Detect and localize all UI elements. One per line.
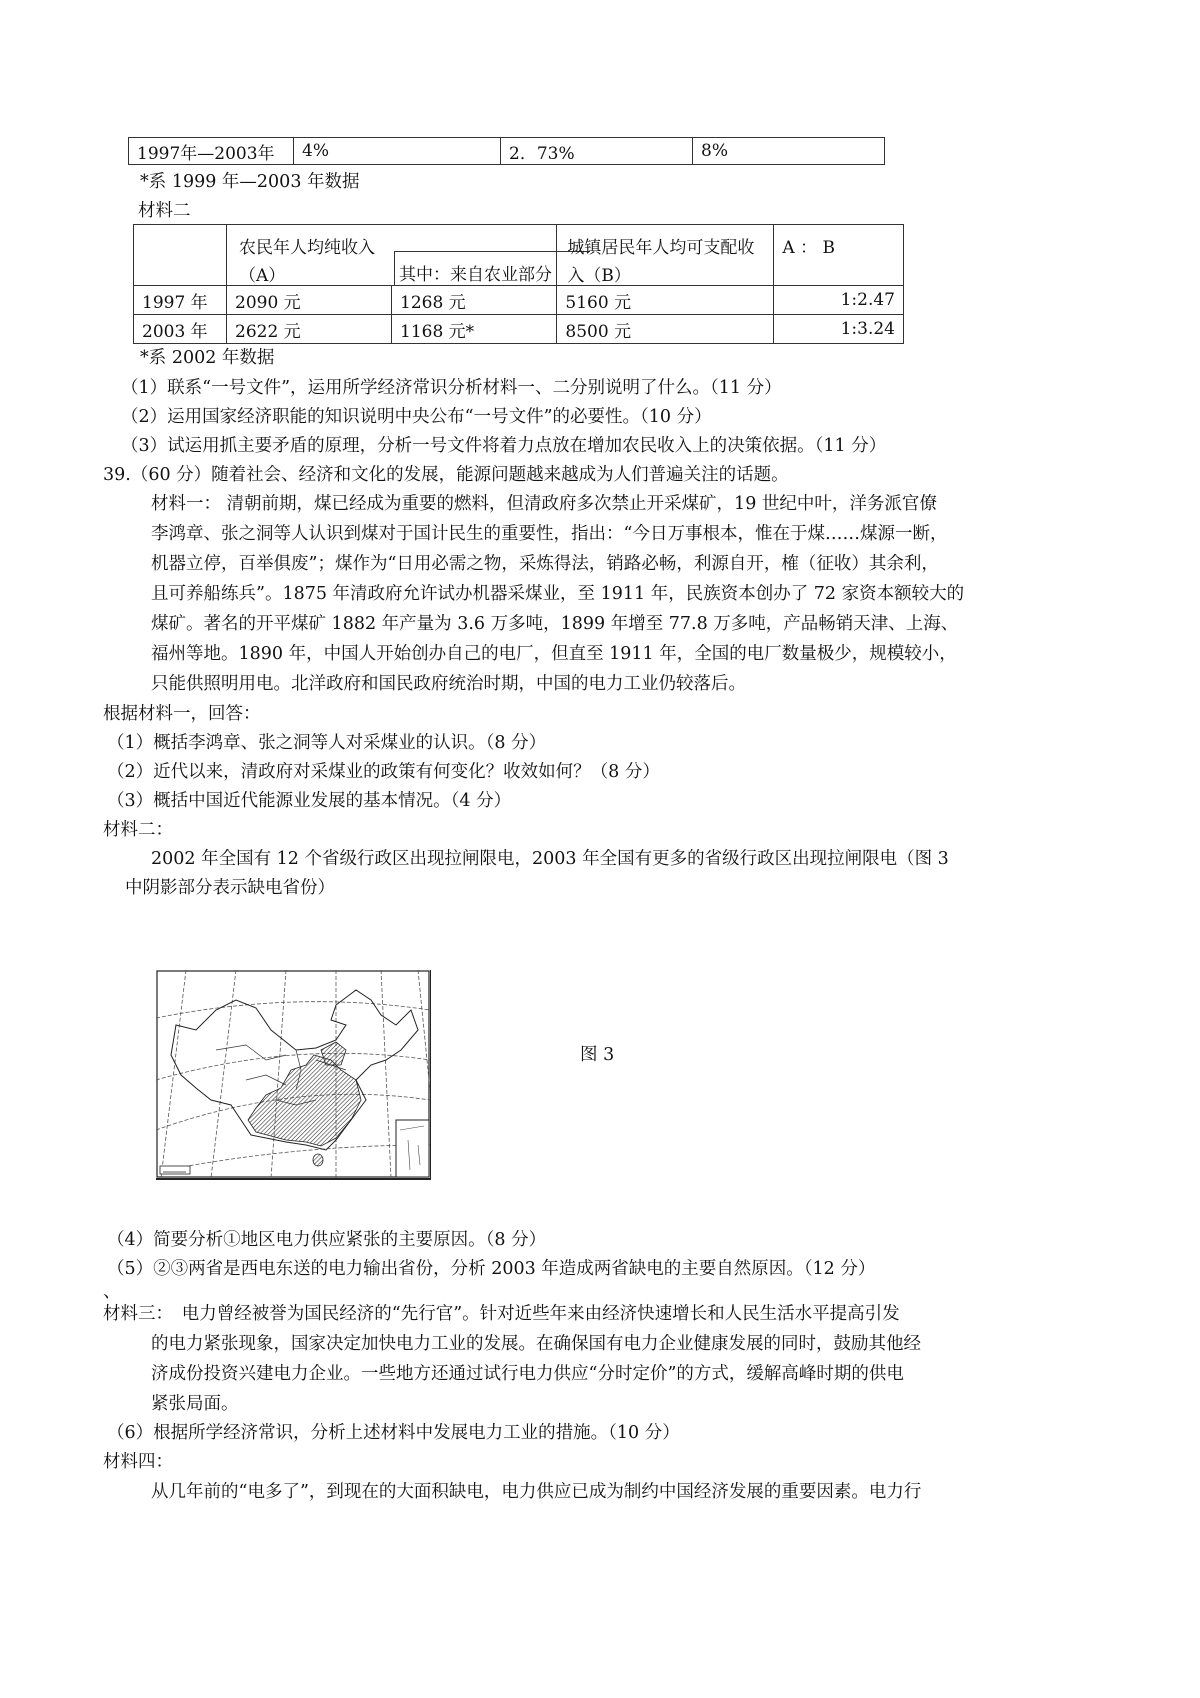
material4-heading: 材料四： (103, 1452, 173, 1472)
q39-item: （2）近代以来，清政府对采煤业的政策有何变化？收效如何？（8 分） (107, 762, 660, 782)
q38-item: （2）运用国家经济职能的知识说明中央公布“一号文件”的必要性。（10 分） (121, 407, 712, 427)
material1-line: 福州等地。1890 年，中国人开始创办自己的电厂，但直至 1911 年，全国的电厂数量极少，规模较小， (151, 644, 957, 664)
header-empty (134, 225, 227, 286)
figure-caption: 图 3 (580, 1045, 615, 1065)
material1-line: 煤矿。著名的开平煤矿 1882 年产量为 3.6 万多吨，1899 年增至 77.8 万多吨，产品畅销天津、上海、 (151, 614, 959, 634)
material1-line: 只能供照明用电。北洋政府和国民政府统治时期，中国的电力工业仍较落后。 (151, 674, 746, 694)
header-urban-income (557, 225, 774, 286)
material1-line: 机器立停，百举俱废”；煤作为“日用必需之物，采炼得法，销路必畅，利源自开，榷（征收）其余利， (151, 554, 939, 574)
q38-item: （1）联系“一号文件”，运用所学经济常识分析材料一、二分别说明了什么。（11 分） (121, 378, 782, 398)
q39-item: （1）概括李鸿章、张之洞等人对采煤业的认识。（8 分） (107, 733, 547, 753)
material2b-heading: 材料二： (103, 820, 173, 840)
hainan-island (313, 1154, 323, 1166)
year-cell: 2003 年 (134, 315, 227, 344)
q39-item: （4）简要分析①地区电力供应紧张的主要原因。（8 分） (107, 1230, 547, 1250)
material4-line: 从几年前的“电多了”，到现在的大面积缺电，电力供应已成为制约中国经济发展的重要因素。电力行 (151, 1482, 922, 1502)
agri-income-cell: 1268 元 (392, 286, 557, 315)
value-cell: 2．73% (501, 138, 693, 165)
material2b-line: 中阴影部分表示缺电省份） (125, 878, 335, 898)
growth-table (128, 137, 885, 165)
q39-item: （6）根据所学经济常识，分析上述材料中发展电力工业的措施。（10 分） (107, 1423, 680, 1443)
value-cell: 8% (693, 138, 885, 165)
header-a-line2: （A） (239, 266, 286, 286)
agri-income-cell: 1168 元* (392, 315, 557, 344)
header-farmer-income (227, 225, 557, 286)
material2b-line: 2002 年全国有 12 个省级行政区出现拉闸限电，2003 年全国有更多的省级行政区出现拉闸限电（图 3 (151, 849, 949, 869)
stray-mark: 、 (103, 1282, 121, 1302)
header-a-line1: 农民年人均纯收入 (239, 238, 375, 258)
header-ratio: A ： B (774, 225, 904, 286)
south-sea-inset (396, 1120, 429, 1177)
table-header-row (134, 225, 904, 286)
period-cell: 1997年—2003年 (129, 138, 294, 165)
table-row (129, 138, 885, 165)
table-row (134, 286, 904, 315)
china-map-figure (156, 970, 431, 1180)
q39-item: （5）②③两省是西电东送的电力输出省份，分析 2003 年造成两省缺电的主要自然原因。（12 分） (107, 1259, 876, 1279)
material3-line: 材料三： 电力曾经被誉为国民经济的“先行官”。针对近些年来由经济快速增长和人民生活水平提高引发 (103, 1304, 900, 1324)
ratio-cell: 1:3.24 (774, 315, 904, 344)
urban-income-cell: 5160 元 (557, 286, 774, 315)
q39-title: 39.（60 分）随着社会、经济和文化的发展，能源问题越来越成为人们普遍关注的话题。 (103, 465, 789, 485)
material2-heading: 材料二 (138, 201, 191, 221)
material1-line: 李鸿章、张之洞等人认识到煤对于国计民生的重要性，指出：“今日万事根本，惟在于煤……煤源一断， (151, 524, 948, 544)
scale-bar (160, 1166, 190, 1174)
material3-line: 的电力紧张现象，国家决定加快电力工业的发展。在确保国有电力企业健康发展的同时，鼓励其他经 (151, 1334, 921, 1354)
year-cell: 1997 年 (134, 286, 227, 315)
farmer-income-cell: 2622 元 (227, 315, 392, 344)
material1-line: 且可养船练兵”。1875 年清政府允许试办机器采煤业，至 1911 年，民族资本创办了 72 家资本额较大的 (151, 584, 965, 604)
material1-prompt: 根据材料一，回答： (103, 704, 261, 724)
urban-income-cell: 8500 元 (557, 315, 774, 344)
q39-item: （3）概括中国近代能源业发展的基本情况。（4 分） (107, 791, 512, 811)
material3-line: 济成份投资兴建电力企业。一些地方还通过试行电力供应“分时定价”的方式，缓解高峰时期的供电 (151, 1364, 904, 1384)
header-b-line1: 城镇居民年人均可支配收 (567, 238, 755, 258)
header-agri: 其中：来自农业部分 (399, 265, 552, 285)
material3-line: 紧张局面。 (151, 1394, 239, 1414)
table2-note: *系 2002 年数据 (140, 348, 275, 368)
ratio-cell: 1:2.47 (774, 286, 904, 315)
table-row (134, 315, 904, 344)
value-cell: 4% (294, 138, 501, 165)
farmer-income-cell: 2090 元 (227, 286, 392, 315)
material1-line: 材料一： 清朝前期，煤已经成为重要的燃料，但清政府多次禁止开采煤矿，19 世纪中叶，洋务派官僚 (151, 494, 937, 514)
q38-item: （3）试运用抓主要矛盾的原理，分析一号文件将着力点放在增加农民收入上的决策依据。（11 分） (121, 436, 887, 456)
table1-note: *系 1999 年—2003 年数据 (140, 172, 360, 192)
income-table (133, 224, 904, 344)
header-b-line2: 入（B） (567, 266, 631, 286)
china-map-image (156, 970, 430, 1178)
